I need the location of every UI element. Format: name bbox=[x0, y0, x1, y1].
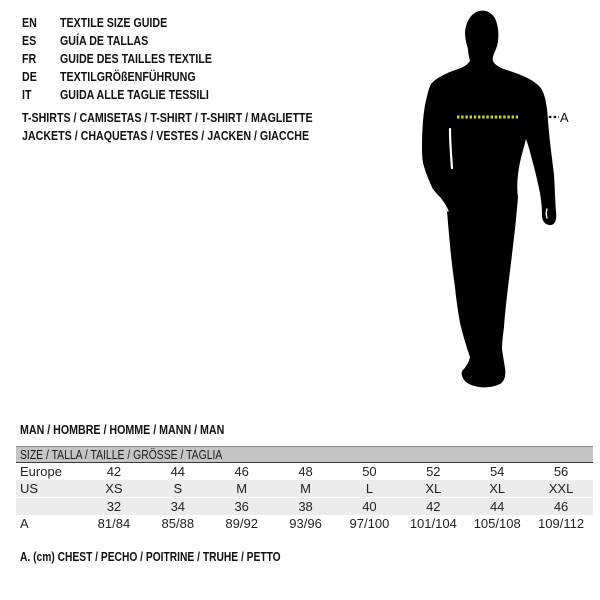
cell: 52 bbox=[426, 464, 441, 479]
category-jackets: JACKETS / CHAQUETAS / VESTES / JACKEN / GIACCHE bbox=[22, 127, 310, 143]
size-table bbox=[16, 446, 593, 532]
size-table-header-row bbox=[16, 447, 593, 463]
cell: 46 bbox=[529, 498, 593, 516]
man-silhouette bbox=[422, 11, 556, 388]
cell: 56 bbox=[553, 464, 569, 479]
table-row-europe bbox=[16, 463, 593, 481]
cell: 46 bbox=[234, 464, 249, 479]
cell: 81/84 bbox=[82, 515, 146, 532]
cell: 42 bbox=[401, 498, 465, 516]
language-row-es bbox=[22, 31, 245, 49]
language-row-en bbox=[22, 13, 245, 31]
cell: XL bbox=[465, 480, 529, 498]
cell: 44 bbox=[170, 464, 186, 479]
language-label: GUIDA ALLE TAGLIE TESSILI bbox=[60, 86, 209, 102]
measure-a-label: A bbox=[560, 110, 569, 125]
cell: 54 bbox=[489, 464, 505, 479]
section-title-man: MAN / HOMBRE / HOMME / MANN / MAN bbox=[20, 421, 225, 437]
language-row-it bbox=[22, 85, 245, 103]
cell: M bbox=[274, 480, 338, 498]
cell: L bbox=[338, 480, 402, 498]
category-tshirts: T-SHIRTS / CAMISETAS / T-SHIRT / T-SHIRT / MAGLIETTE bbox=[22, 109, 313, 125]
cell: 89/92 bbox=[210, 515, 274, 532]
size-table-header: SIZE / TALLA / TAILLE / GRÖSSE / TAGLIA bbox=[20, 447, 223, 462]
cell: 48 bbox=[298, 464, 313, 479]
language-code: IT bbox=[22, 86, 32, 102]
cell: 105/108 bbox=[465, 515, 529, 532]
man-silhouette-svg bbox=[395, 5, 595, 405]
cell: 44 bbox=[465, 498, 529, 516]
cell: 36 bbox=[210, 498, 274, 516]
cell: 40 bbox=[338, 498, 402, 516]
language-row-de bbox=[22, 67, 245, 85]
language-code: ES bbox=[22, 32, 37, 48]
cell: 50 bbox=[362, 464, 377, 479]
cell: 32 bbox=[82, 498, 146, 516]
cell: 34 bbox=[146, 498, 210, 516]
cell: S bbox=[146, 480, 210, 498]
cell: 38 bbox=[274, 498, 338, 516]
row-label bbox=[16, 498, 82, 516]
table-row-chest-cm bbox=[16, 515, 593, 532]
language-label: GUÍA DE TALLAS bbox=[60, 32, 149, 48]
cell: 42 bbox=[106, 464, 122, 479]
cell: XL bbox=[401, 480, 465, 498]
language-label: GUIDE DES TAILLES TEXTILE bbox=[60, 50, 213, 66]
language-code: DE bbox=[22, 68, 37, 84]
right-hand-gap bbox=[546, 209, 547, 218]
cell: XXL bbox=[529, 480, 593, 498]
man-figure bbox=[395, 5, 595, 405]
cell: 97/100 bbox=[338, 515, 402, 532]
row-label: A bbox=[16, 515, 82, 532]
chest-footnote: A. (cm) CHEST / PECHO / POITRINE / TRUHE / PETTO bbox=[20, 550, 281, 564]
language-label: TEXTILGRÖßENFÜHRUNG bbox=[60, 68, 196, 84]
language-list bbox=[22, 13, 245, 103]
row-label: US bbox=[16, 480, 82, 498]
cell: 93/96 bbox=[274, 515, 338, 532]
row-label: Europe bbox=[20, 464, 62, 479]
table-row-us bbox=[16, 480, 593, 498]
cell: M bbox=[210, 480, 274, 498]
cell: XS bbox=[82, 480, 146, 498]
language-code: FR bbox=[22, 50, 37, 66]
garment-categories bbox=[22, 108, 376, 144]
cell: 101/104 bbox=[401, 515, 465, 532]
cell: 109/112 bbox=[529, 515, 593, 532]
language-label: TEXTILE SIZE GUIDE bbox=[60, 14, 168, 30]
language-row-fr bbox=[22, 49, 245, 67]
table-row-us-numeric bbox=[16, 498, 593, 516]
cell: 85/88 bbox=[146, 515, 210, 532]
language-code: EN bbox=[22, 14, 37, 30]
